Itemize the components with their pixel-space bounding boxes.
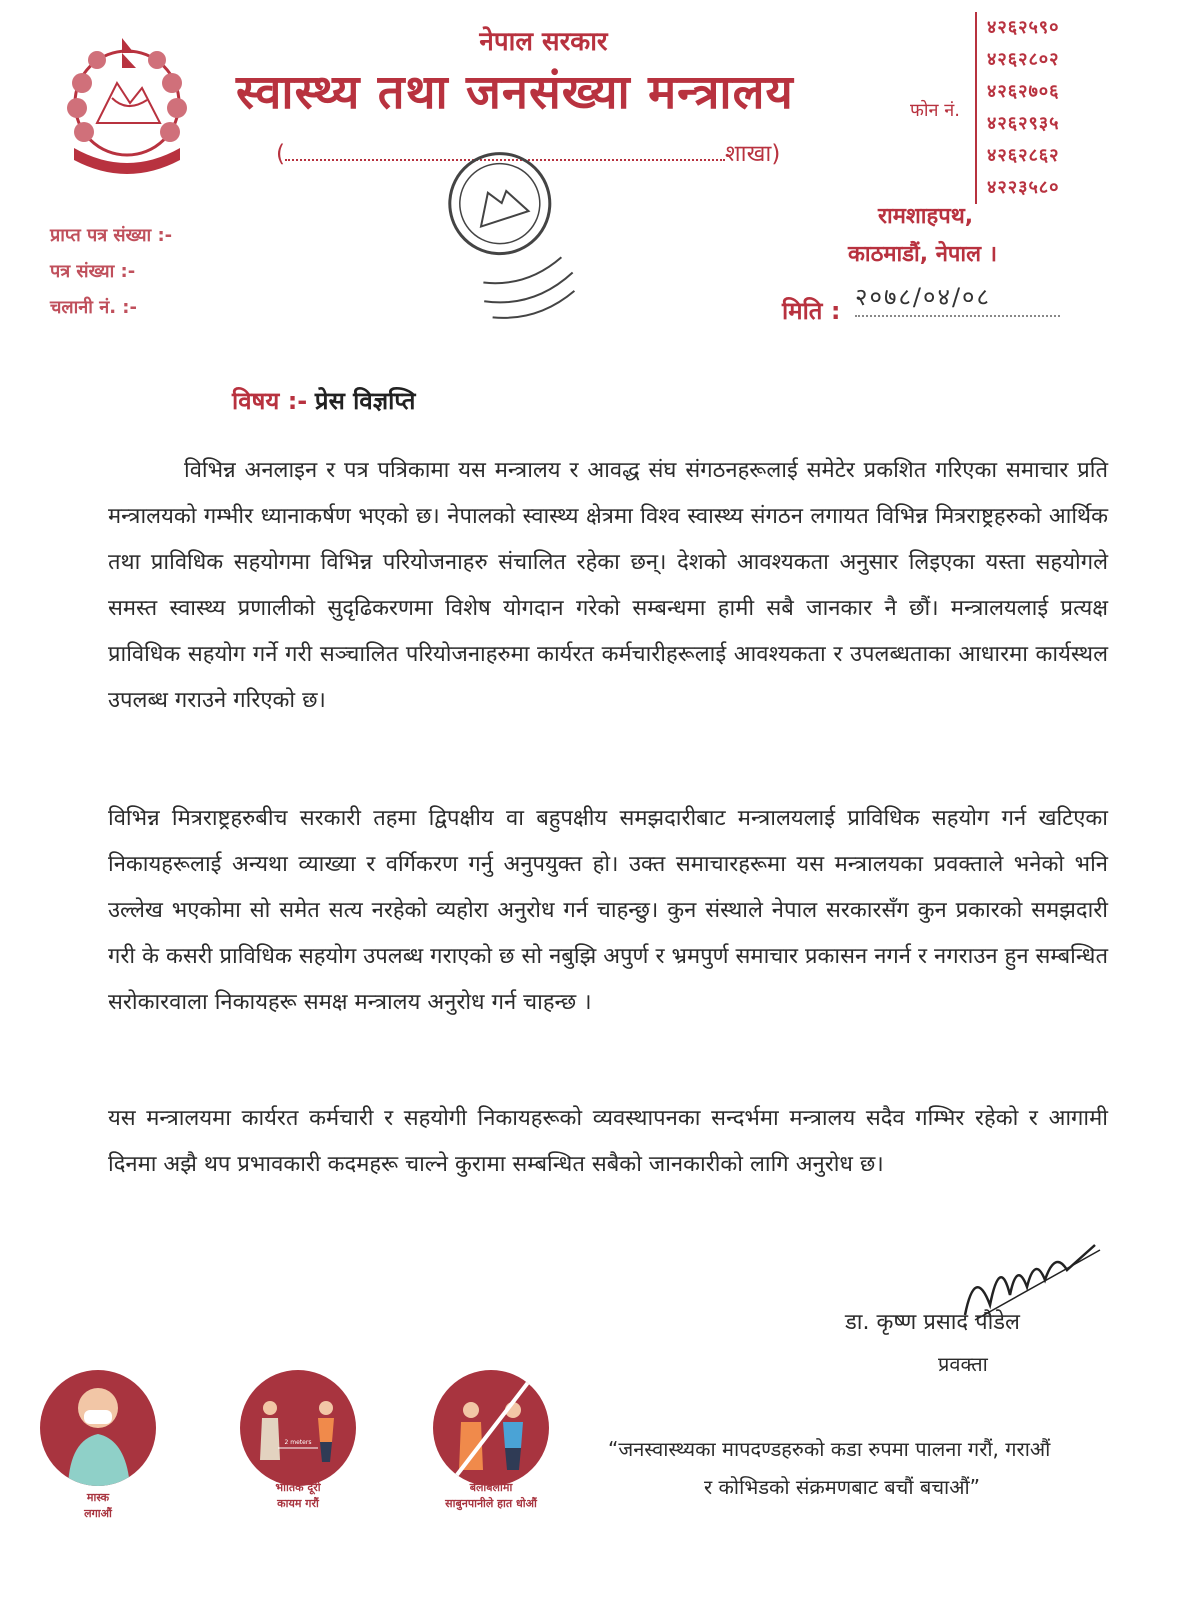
branch-line: ( शाखा) — [276, 141, 781, 167]
mask-caption — [18, 1490, 178, 1522]
signatory-title: प्रवक्ता — [938, 1352, 988, 1376]
signatory-name: डा. कृष्ण प्रसाद पौडेल — [845, 1310, 1020, 1335]
paragraph-text: यस मन्त्रालयमा कार्यरत कर्मचारी र सहयोगी निकायहरूको व्यवस्थापनका सन्दर्भमा मन्त्रालय सदैव गम्भिर रहेको र आगामी दिनमा अझै थप प्रभावकारी कदमहरू चाल्ने कुरामा सम्बन्धित सबैको जानकारीको लागि अनुरोध छ। — [108, 1106, 1108, 1177]
body-paragraph-3 — [108, 1096, 1108, 1188]
date-label: मिति : — [782, 297, 841, 325]
subject-line — [232, 384, 415, 417]
paragraph-text: विभिन्न अनलाइन र पत्र पत्रिकामा यस मन्त्रालय र आवद्ध संघ संगठनहरूलाई समेटेर प्रकशित गरिएका समाचार प्रति मन्त्रालयको गम्भीर ध्यानाकर्षण भएको छ। नेपालको स्वास्थ्य क्षेत्रमा विश्व स्वास्थ्य संगठन लगायत विभिन्न मित्रराष्ट्रहरुको आर्थिक तथा प्राविधिक सहयोगमा विभिन्न परियोजनाहरु संचालित रहेका छन्। देशको आवश्यकता अनुसार लिइएका यस्ता सहयोगले समस्त स्वास्थ्य प्रणालीको सुदृढिकरणमा विशेष योगदान गरेको सम्बन्धमा हामी सबै जानकार नै छौं। मन्त्रालयलाई प्रत्यक्ष प्राविधिक सहयोग गर्ने गरी सञ्चालित परियोजनाहरुमा कार्यरत कर्मचारीहरूलाई आवश्यकता र उपलब्धताका आधारमा कार्यस्थल उपलब्ध गराउने गरिएको छ। — [108, 458, 1108, 713]
caption-line: मास्क — [86, 1491, 110, 1504]
ministry-title: स्वास्थ्य तथा जनसंख्या मन्त्रालय — [236, 65, 794, 120]
reference-block — [50, 218, 172, 326]
distance-caption — [218, 1480, 378, 1512]
date-value: २०७८/०४/०८ — [855, 280, 1060, 317]
received-letter-number: प्राप्त पत्र संख्या :- — [50, 225, 173, 246]
caption-line: लगाऔं — [84, 1507, 112, 1520]
subject-value: प्रेस विज्ञप्ति — [314, 387, 416, 415]
phone-number: ४२२३५८० — [987, 177, 1060, 198]
distance-label: 2 meters — [284, 1439, 312, 1446]
dispatch-number: चलानी नं. :- — [50, 297, 137, 318]
phone-label: फोन नं. — [910, 100, 960, 121]
caption-line: बेलाबेलामा — [469, 1481, 513, 1494]
caption-line: भौतिक दूरी — [275, 1481, 321, 1494]
handwash-icon — [433, 1370, 549, 1486]
body-paragraph-2 — [108, 796, 1108, 1026]
covid-slogan — [608, 1430, 1128, 1506]
government-title: नेपाल सरकार — [479, 27, 608, 57]
body-paragraph-1 — [108, 448, 1108, 724]
office-stamp — [420, 140, 600, 330]
mask-icon — [40, 1370, 156, 1486]
address-line2: काठमाडौं, नेपाल । — [848, 242, 998, 267]
caption-line: साबुनपानीले हात धोऔं — [445, 1497, 537, 1510]
paragraph-text: विभिन्न मित्रराष्ट्रहरुबीच सरकारी तहमा द्विपक्षीय वा बहुपक्षीय समझदारीबाट मन्त्रालयलाई प्राविधिक सहयोग गर्न खटिएका निकायहरूलाई अन्यथा व्याख्या र वर्गिकरण गर्नु अनुपयुक्त हो। उक्त समाचारहरूमा यस मन्त्रालयका प्रवक्ताले भनेको भनि उल्लेख भएकोमा सो समेत सत्य नरहेको व्यहोरा अनुरोध गर्न चाहन्छु। कुन संस्थाले नेपाल सरकारसँग कुन प्रकारको समझदारी गरी के कसरी प्राविधिक सहयोग उपलब्ध गराएको छ सो नबुझि अपुर्ण र भ्रमपुर्ण समाचार प्रकासन नगर्न र नगराउन हुन सम्बन्धित सरोकारवाला निकायहरू समक्ष मन्त्रालय अनुरोध गर्न चाहन्छ । — [108, 806, 1108, 1015]
phone-number: ४२६२८०२ — [987, 49, 1060, 70]
address-line1: रामशाहपथ, — [878, 204, 974, 229]
phone-number: ४२६२५९० — [987, 17, 1060, 38]
phone-number: ४२६२८६२ — [987, 145, 1060, 166]
phone-number: ४२६२९३५ — [987, 113, 1060, 134]
letter-number: पत्र संख्या :- — [50, 261, 136, 282]
phone-number: ४२६२७०६ — [987, 81, 1060, 102]
slogan-line-2: र कोभिडको संक्रमणबाट बचौं बचाऔं” — [704, 1475, 981, 1499]
subject-label: विषय :- — [232, 387, 308, 415]
slogan-line-1: “जनस्वास्थ्यका मापदण्डहरुको कडा रुपमा पालना गरौं, गराऔं — [608, 1437, 1051, 1461]
handwash-caption — [411, 1480, 571, 1512]
branch-suffix: शाखा) — [724, 141, 781, 167]
caption-line: कायम गरौं — [277, 1497, 319, 1510]
phone-list — [975, 12, 1077, 204]
social-distance-icon — [240, 1370, 356, 1486]
